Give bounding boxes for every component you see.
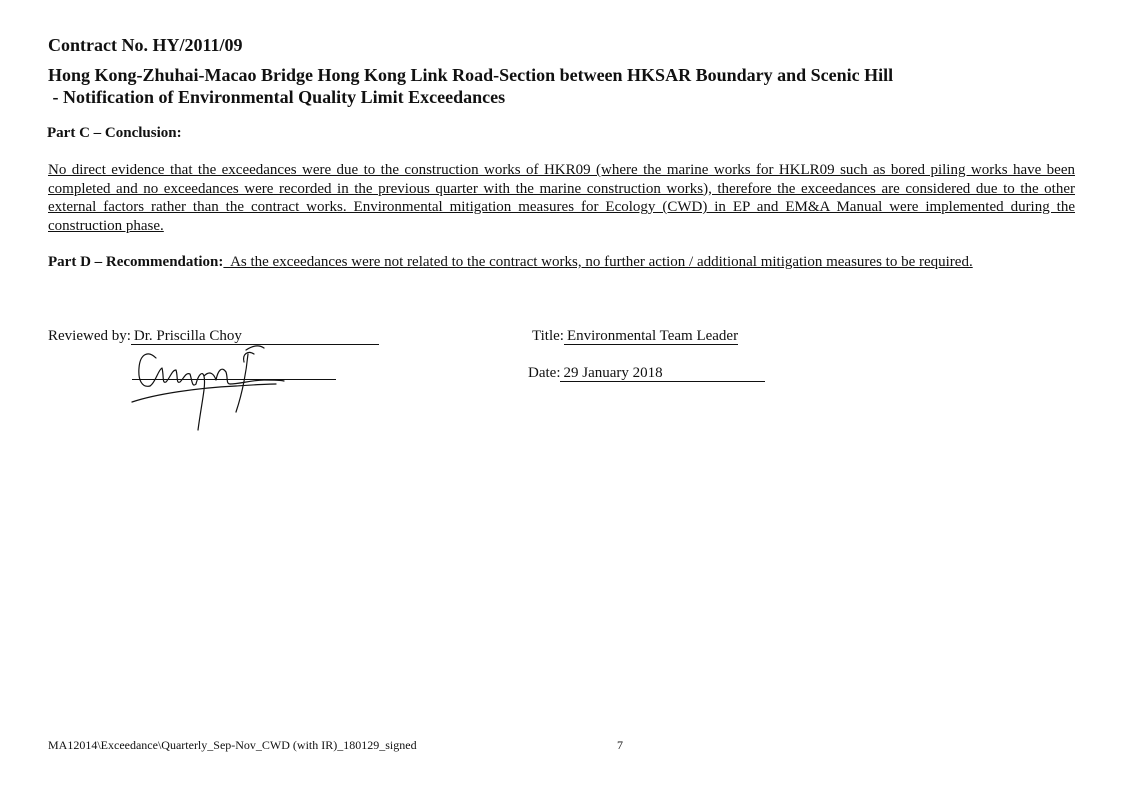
reviewed-by-label: Reviewed by: — [48, 328, 131, 344]
part-d-text: As the exceedances were not related to the contract works, no further action / additional mitigation measures to be required. — [223, 254, 973, 270]
document-title — [48, 64, 893, 108]
signature-icon — [126, 340, 296, 432]
part-c-heading: Part C – Conclusion: — [47, 125, 182, 141]
reviewed-by-value: Dr. Priscilla Choy — [131, 328, 379, 345]
part-c-conclusion-text: No direct evidence that the exceedances were due to the construction works of HKR09 (where the marine works for HKLR09 such as bored piling works have been completed and no exceedances were recorded in the previous quarter with the marine construction works), therefore the exceedances are considered due to the other external factors rather than the contract works. Environmental mitigation measures for Ecology (CWD) in EP and EM&A Manual were implemented during the construction phase. — [48, 162, 1075, 234]
document-title-line-2: - Notification of Environmental Quality Limit Exceedances — [48, 87, 506, 107]
footer-page-number: 7 — [617, 738, 623, 752]
title-label: Title: — [532, 328, 564, 344]
part-d-label: Part D – Recommendation: — [48, 254, 224, 270]
date-label: Date: — [528, 365, 561, 381]
title-value: Environmental Team Leader — [564, 328, 738, 345]
contract-number: Contract No. HY/2011/09 — [48, 35, 243, 55]
title-row — [532, 327, 738, 345]
date-row — [528, 364, 765, 382]
document-title-line-1: Hong Kong-Zhuhai-Macao Bridge Hong Kong Link Road-Section between HKSAR Boundary and Scenic Hill — [48, 65, 894, 85]
part-d-recommendation — [48, 253, 973, 271]
date-value: 29 January 2018 — [560, 365, 765, 382]
footer-file-path: MA12014\Exceedance\Quarterly_Sep-Nov_CWD (with IR)_180129_signed — [48, 738, 417, 752]
